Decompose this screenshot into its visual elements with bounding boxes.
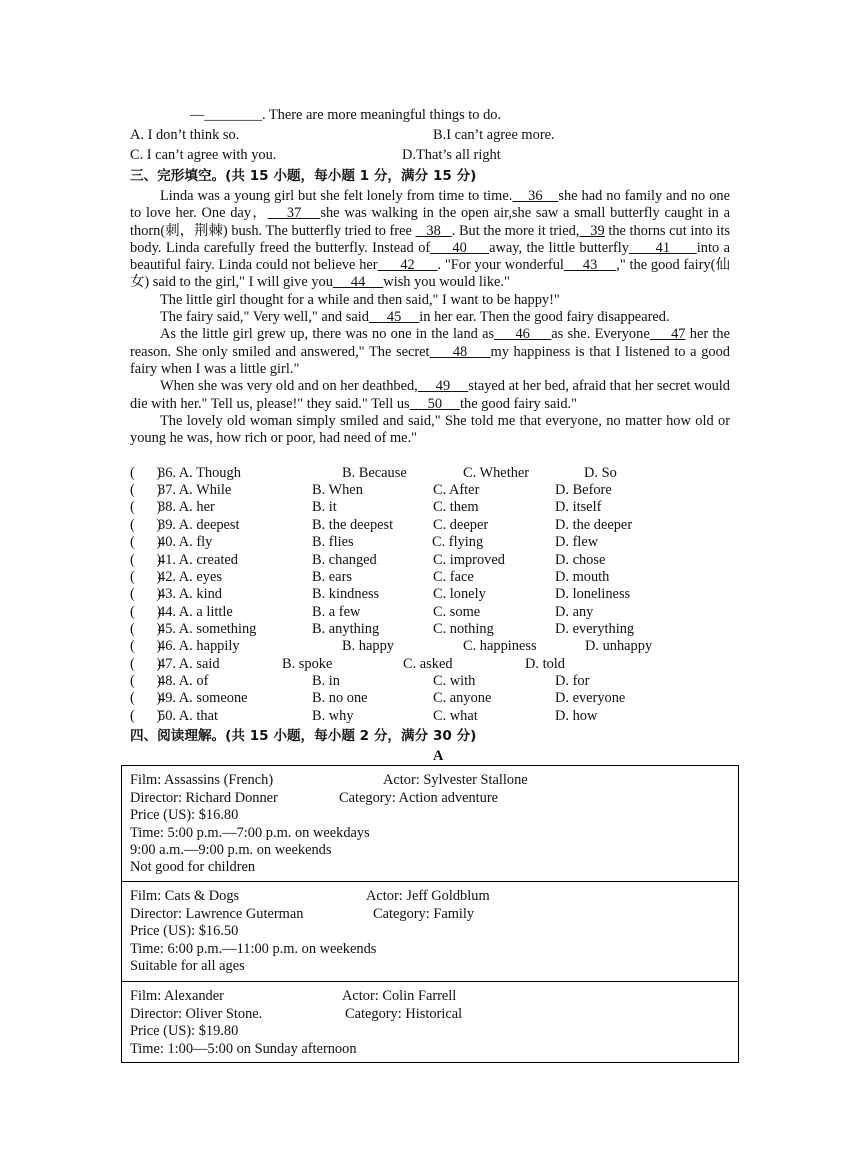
cloze-heading: 三、完形填空。(共 15 小题，每小题 1 分，满分 15 分) xyxy=(130,168,477,184)
question-39 xyxy=(0,517,860,534)
question-37 xyxy=(0,482,860,499)
blank-42: 42 xyxy=(377,257,438,274)
answer-paren[interactable]: ( ) xyxy=(130,656,162,672)
option-c: C. nothing xyxy=(433,621,494,637)
option-d: D. So xyxy=(584,465,617,481)
prev-option-d: D.That’s all right xyxy=(402,147,501,163)
prev-option-c: C. I can’t agree with you. xyxy=(130,147,277,163)
film-director: Director: Lawrence Guterman xyxy=(130,906,304,922)
film-time: Time: 5:00 p.m.—7:00 p.m. on weekdays xyxy=(130,825,370,841)
option-d: D. everyone xyxy=(555,690,626,706)
option-a: 37. A. While xyxy=(158,482,232,498)
option-d: D. loneliness xyxy=(555,586,631,602)
section-label: A xyxy=(433,748,444,764)
blank-43: 43 xyxy=(563,257,617,274)
option-a: 40. A. fly xyxy=(158,534,213,550)
option-a: 38. A. her xyxy=(158,499,215,515)
blank-39: 39 xyxy=(579,222,605,239)
option-b: B. kindness xyxy=(312,586,380,602)
film-price: Price (US): $19.80 xyxy=(130,1023,239,1039)
option-c: C. them xyxy=(433,499,479,515)
option-d: D. flew xyxy=(555,534,599,550)
option-c: C. Whether xyxy=(463,465,530,481)
answer-paren[interactable]: ( ) xyxy=(130,465,162,481)
question-45 xyxy=(0,621,860,638)
option-b: B. spoke xyxy=(282,656,333,672)
film-time: Time: 1:00—5:00 on Sunday afternoon xyxy=(130,1041,357,1057)
blank-36: 36 xyxy=(512,188,559,204)
answer-paren[interactable]: ( ) xyxy=(130,517,162,533)
film-category: Category: Action adventure xyxy=(339,790,499,806)
option-c: C. with xyxy=(433,673,476,689)
option-d: D. everything xyxy=(555,621,635,637)
option-c: C. what xyxy=(433,708,478,724)
question-41 xyxy=(0,552,860,569)
option-b: B. When xyxy=(312,482,363,498)
option-c: C. some xyxy=(433,604,481,620)
reading-heading: 四、阅读理解。(共 15 小题，每小题 2 分，满分 30 分) xyxy=(130,728,477,744)
option-b: B. anything xyxy=(312,621,380,637)
option-a: 41. A. created xyxy=(158,552,238,568)
film-actor: Actor: Jeff Goldblum xyxy=(366,888,490,904)
prev-option-b: B.I can’t agree more. xyxy=(433,127,555,143)
prev-option-a: A. I don’t think so. xyxy=(130,127,240,143)
passage-line: Linda was a young girl but she felt lonely from time to time. 36 she had no family and no one to love her. One day， 37 she was walking in the open air,she saw a small butterfly caught in a thorn(刺，荆棘) bush. The butterfly tried to free 38 . But the more it tried, 39 the thorns cut into its body. Linda carefully freed the butterfly. Instead of 40 away, the little butterfly 41 into a beautiful fairy. Linda could not believe her 42 . "For your wonderful 43 ," the good fairy(仙女) said to the girl," I will give you 44 wish you would like." xyxy=(130,188,730,291)
option-a: 44. A. a little xyxy=(158,604,233,620)
film-category: Category: Historical xyxy=(345,1006,463,1022)
film-actor: Actor: Colin Farrell xyxy=(342,988,457,1004)
film-time-weekend: 9:00 a.m.—9:00 p.m. on weekends xyxy=(130,842,332,858)
option-a: 45. A. something xyxy=(158,621,257,637)
option-a: 42. A. eyes xyxy=(158,569,222,585)
passage-line: The lovely old woman simply smiled and said," She told me that everyone, no matter how old or young he was, how rich or poor, had need of me." xyxy=(130,412,730,447)
question-47 xyxy=(0,656,860,673)
option-d: D. Before xyxy=(555,482,612,498)
film-note: Suitable for all ages xyxy=(130,958,245,974)
option-d: D. mouth xyxy=(555,569,610,585)
option-c: C. happiness xyxy=(463,638,537,654)
option-b: B. no one xyxy=(312,690,368,706)
cloze-passage xyxy=(130,188,730,447)
film-price: Price (US): $16.50 xyxy=(130,923,239,939)
question-38 xyxy=(0,499,860,516)
option-d: D. told xyxy=(525,656,565,672)
answer-paren[interactable]: ( ) xyxy=(130,621,162,637)
option-c: C. lonely xyxy=(433,586,486,602)
blank-47: 47 xyxy=(649,326,686,343)
film-table xyxy=(121,765,739,1063)
blank-45: 45 xyxy=(368,309,420,326)
option-a: 46. A. happily xyxy=(158,638,240,654)
answer-paren[interactable]: ( ) xyxy=(130,569,162,585)
film-category: Category: Family xyxy=(373,906,475,922)
option-c: C. face xyxy=(433,569,474,585)
option-d: D. for xyxy=(555,673,590,689)
passage-line: When she was very old and on her deathbed, 49 stayed at her bed, afraid that her secret would die with her." Tell us, please!" they said." Tell us 50 the good fairy said." xyxy=(130,378,730,412)
option-a: 36. A. Though xyxy=(158,465,241,481)
blank-41: 41 xyxy=(628,239,697,256)
option-b: B. it xyxy=(312,499,337,515)
option-a: 47. A. said xyxy=(158,656,220,672)
prev-question-stem: —________. There are more meaningful things to do. xyxy=(190,107,502,123)
passage-line: The little girl thought for a while and then said," I want to be happy!" xyxy=(160,291,560,308)
film-title: Film: Assassins (French) xyxy=(130,772,274,788)
option-b: B. why xyxy=(312,708,354,724)
passage-line: As the little girl grew up, there was no one in the land as 46 as she. Everyone 47 her the reason. She only smiled and answered," The secret 48 my happiness is that I listened to a good fairy when I was a little girl." xyxy=(130,326,730,377)
option-a: 39. A. deepest xyxy=(158,517,240,533)
option-b: B. Because xyxy=(342,465,407,481)
film-title: Film: Alexander xyxy=(130,988,224,1004)
blank-38: 38 xyxy=(415,222,452,239)
option-d: D. itself xyxy=(555,499,602,515)
option-d: D. how xyxy=(555,708,598,724)
question-49 xyxy=(0,690,860,707)
film-note: Not good for children xyxy=(130,859,256,875)
question-50 xyxy=(0,708,860,725)
question-40 xyxy=(0,534,860,551)
answer-paren[interactable]: ( ) xyxy=(130,586,162,602)
blank-49: 49 xyxy=(417,378,469,395)
option-d: D. unhappy xyxy=(585,638,653,654)
question-43 xyxy=(0,586,860,603)
option-b: B. happy xyxy=(342,638,394,654)
option-d: D. the deeper xyxy=(555,517,633,533)
passage-line: The fairy said," Very well," and said 45 in her ear. Then the good fairy disappeared. xyxy=(160,309,670,326)
film-entry xyxy=(122,881,738,981)
option-c: C. improved xyxy=(433,552,505,568)
film-actor: Actor: Sylvester Stallone xyxy=(383,772,528,788)
film-director: Director: Oliver Stone. xyxy=(130,1006,263,1022)
blank-40: 40 xyxy=(430,239,490,256)
film-price: Price (US): $16.80 xyxy=(130,807,239,823)
film-entry xyxy=(122,981,738,1062)
option-b: B. in xyxy=(312,673,340,689)
answer-paren[interactable]: ( ) xyxy=(130,604,162,620)
option-a: 49. A. someone xyxy=(158,690,248,706)
question-42 xyxy=(0,569,860,586)
option-c: C. anyone xyxy=(433,690,492,706)
answer-paren[interactable]: ( ) xyxy=(130,499,162,515)
option-b: B. ears xyxy=(312,569,352,585)
option-d: D. chose xyxy=(555,552,606,568)
option-c: C. flying xyxy=(432,534,484,550)
option-a: 48. A. of xyxy=(158,673,209,689)
blank-48: 48 xyxy=(429,343,491,360)
question-46 xyxy=(0,638,860,655)
film-time: Time: 6:00 p.m.—11:00 p.m. on weekends xyxy=(130,941,377,957)
blank-46: 46 xyxy=(494,326,552,343)
question-48 xyxy=(0,673,860,690)
answer-paren[interactable]: ( ) xyxy=(130,638,162,654)
film-director: Director: Richard Donner xyxy=(130,790,278,806)
answer-paren[interactable]: ( ) xyxy=(130,690,162,706)
option-b: B. flies xyxy=(312,534,354,550)
answer-paren[interactable]: ( ) xyxy=(130,534,162,550)
answer-paren[interactable]: ( ) xyxy=(130,708,162,724)
answer-paren[interactable]: ( ) xyxy=(130,673,162,689)
option-b: B. the deepest xyxy=(312,517,394,533)
option-b: B. a few xyxy=(312,604,361,620)
option-a: 43. A. kind xyxy=(158,586,222,602)
option-c: C. asked xyxy=(403,656,453,672)
film-entry xyxy=(122,766,738,881)
blank-37: 37 xyxy=(267,205,321,222)
answer-paren[interactable]: ( ) xyxy=(130,482,162,498)
film-title: Film: Cats & Dogs xyxy=(130,888,240,904)
option-b: B. changed xyxy=(312,552,377,568)
blank-44: 44 xyxy=(332,274,384,291)
question-36 xyxy=(0,465,860,482)
option-c: C. deeper xyxy=(433,517,489,533)
option-d: D. any xyxy=(555,604,594,620)
option-c: C. After xyxy=(433,482,480,498)
answer-paren[interactable]: ( ) xyxy=(130,552,162,568)
option-a: 50. A. that xyxy=(158,708,218,724)
blank-50: 50 xyxy=(409,395,461,412)
question-44 xyxy=(0,604,860,621)
